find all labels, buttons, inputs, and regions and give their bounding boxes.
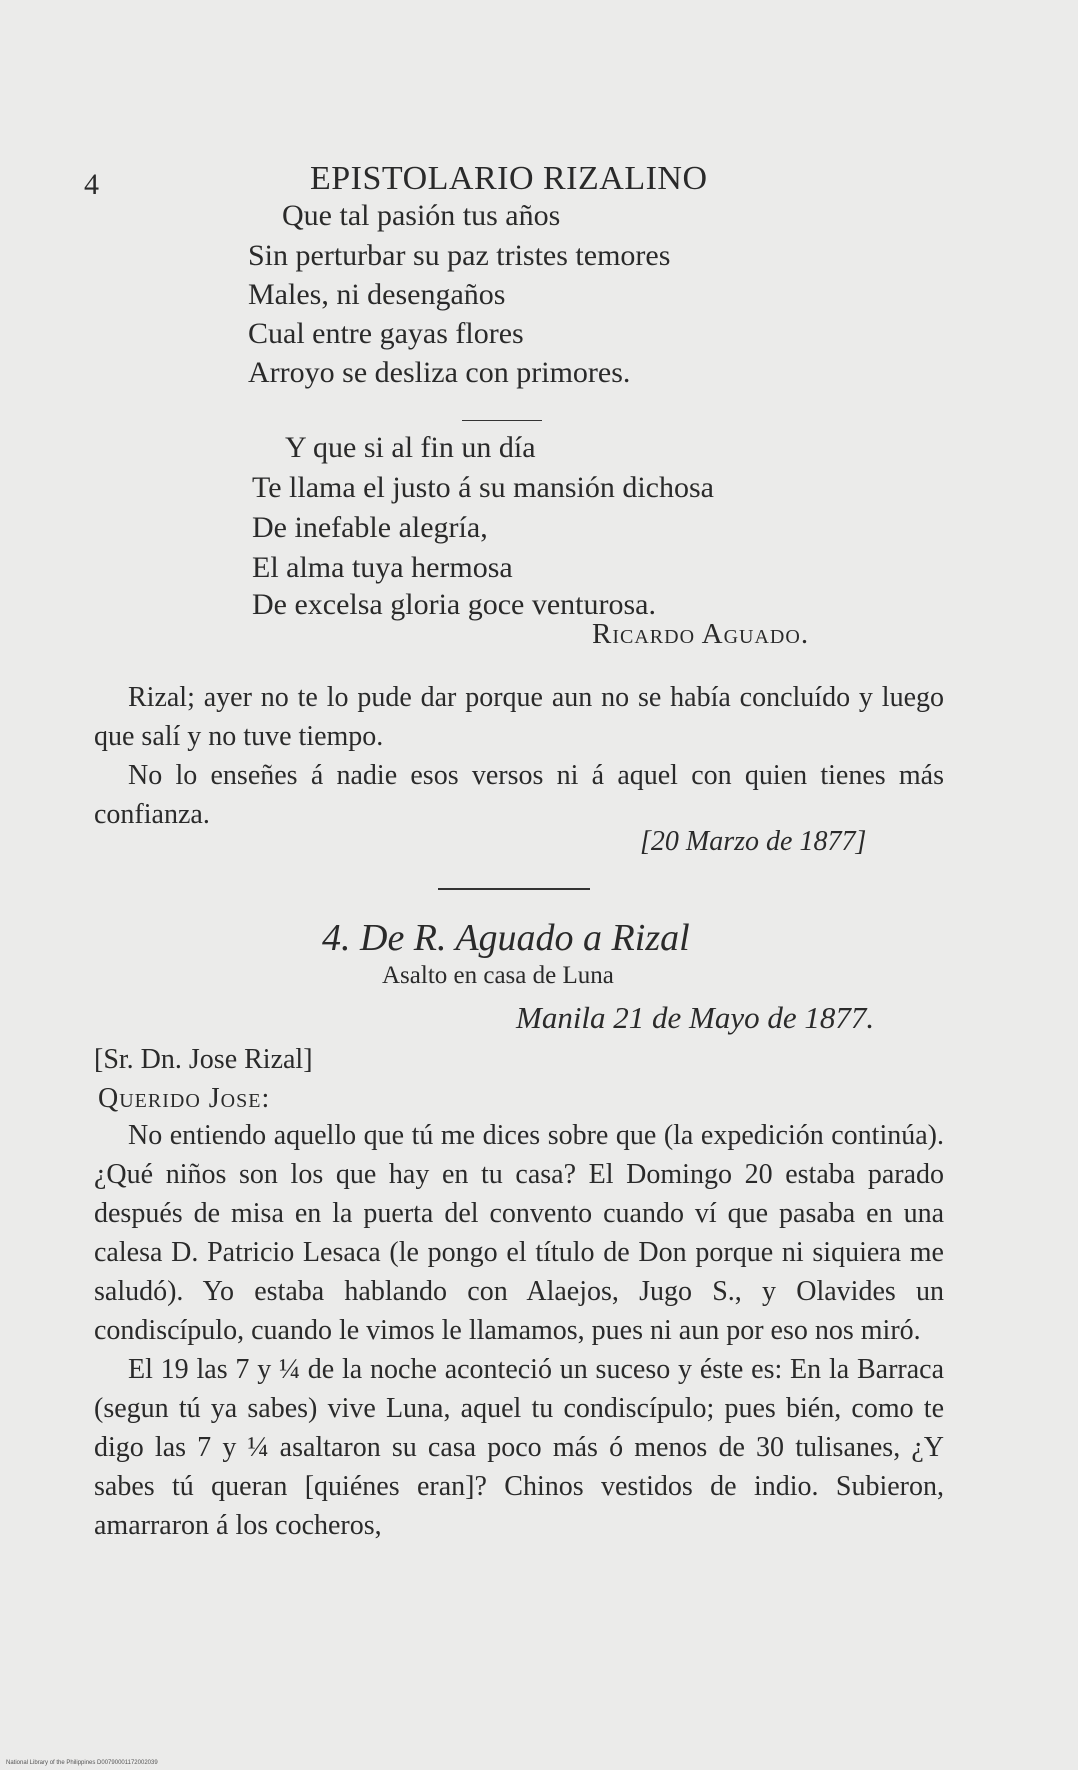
stanza-divider [462,420,542,421]
letter-dateline: Manila 21 de Mayo de 1877. [516,1000,875,1035]
poem-line: Arroyo se desliza con primores. [248,356,631,389]
section-divider [438,888,590,890]
letter-paragraph: No entiendo aquello que tú me dices sobre que (la expedición continúa). ¿Qué niños son los que hay en tu casa? El Domingo 20 estaba parado después de misa en la puerta del convento cuando ví que pasaba en una calesa D. Patricio Lesaca (le pongo el título de Don porque ni siquiera me saludó). Yo estaba hablando con Alaejos, Jugo S., y Olavides un condiscípulo, cuando le vimos le llamamos, pues ni aun por eso nos miró. [94,1120,944,1346]
page-number: 4 [84,168,99,201]
poem-line: Y que si al fin un día [285,431,536,464]
postscript-paragraph: No lo enseñes á nadie esos versos ni á aquel con quien tienes más confianza. [94,760,944,830]
letter-subheading: Asalto en casa de Luna [382,962,614,989]
letter-salutation: Querido Jose: [98,1083,271,1114]
letter-paragraph: El 19 las 7 y ¼ de la noche aconteció un suceso y éste es: En la Barraca (segun tú ya sabes) vive Luna, aquel tu condiscípulo; pues bién, como te digo las 7 y ¼ asaltaron su casa poco más ó menos de 30 tulisanes, ¿Y sabes tú queran [quiénes eran]? Chinos vestidos de indio. Subieron, amarraron á los cocheros, [94,1354,944,1541]
poem-line: Sin perturbar su paz tristes temores [248,239,671,272]
postscript-paragraph: Rizal; ayer no te lo pude dar porque aun no se había concluído y luego que salí y no tuve tiempo. [94,682,944,752]
archive-footer: National Library of the Philippines D00790001172002039 [6,1760,158,1766]
poem-line: Te llama el justo á su mansión dichosa [252,471,714,504]
poem-line: Males, ni desengaños [248,278,506,311]
poem-line: De excelsa gloria goce venturosa. [252,588,656,621]
letter-body [94,1116,944,1545]
letter-heading: 4. De R. Aguado a Rizal [322,917,690,959]
poem-line: El alma tuya hermosa [252,551,513,584]
letter-addressee: [Sr. Dn. Jose Rizal] [94,1044,313,1075]
poem-line: Que tal pasión tus años [282,199,561,232]
postscript-date: [20 Marzo de 1877] [640,826,867,857]
running-head: EPISTOLARIO RIZALINO [310,160,708,197]
poem-line: De inefable alegría, [252,511,488,544]
poem-line: Cual entre gayas flores [248,317,524,350]
poem-signature: Ricardo Aguado. [592,618,810,650]
postscript [94,678,944,834]
